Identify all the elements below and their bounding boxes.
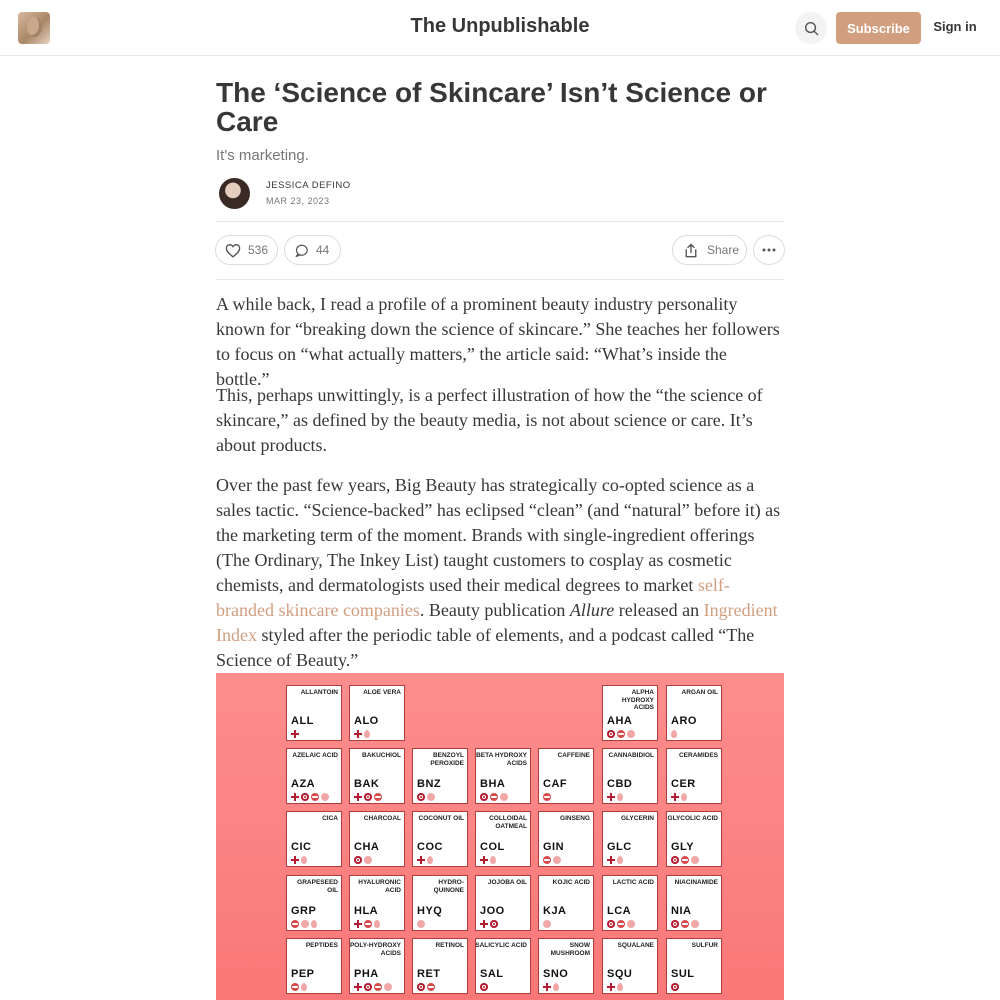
lips-icon [291, 920, 299, 928]
element-symbol: GIN [543, 841, 565, 853]
element-symbol: CER [671, 778, 696, 790]
element-icons [291, 792, 329, 801]
element-symbol: COC [417, 841, 443, 853]
target-icon [301, 793, 309, 801]
plus-icon [607, 793, 615, 801]
element-symbol: RET [417, 968, 441, 980]
element-icons [291, 729, 299, 738]
comment-icon [294, 243, 309, 258]
drop-icon [311, 920, 317, 928]
element-name: JOJOBA OIL [487, 879, 527, 886]
element-icons [480, 855, 496, 864]
text-span: Over the past few years, Big Beauty has strategically co-opted science as a sales tactic. “Science-backed” has eclipsed “clean” (and “natural” before it) as the marketing term of the moment. Brands with single-ingredient offerings (The Ordinary, The Inkey List) taught customers to cosplay as cosmetic chemists, and dermatologists used their medical degrees to market [216, 475, 781, 595]
target-icon [354, 856, 362, 864]
element-cell-caf [538, 748, 594, 804]
like-count: 536 [248, 243, 269, 257]
element-icons [671, 729, 677, 738]
element-icons [607, 792, 623, 801]
element-cell-aha [602, 685, 658, 741]
plus-icon [607, 983, 615, 991]
element-icons [543, 919, 551, 928]
element-cell-cbd [602, 748, 658, 804]
element-symbol: LCA [607, 905, 632, 917]
plus-icon [291, 856, 299, 864]
lips-icon [291, 983, 299, 991]
comment-button[interactable] [284, 235, 341, 265]
element-symbol: SNO [543, 968, 569, 980]
element-name: GRAPESEED OIL [297, 879, 338, 894]
element-name: BAKUCHIOL [362, 752, 401, 759]
target-icon [490, 920, 498, 928]
element-icons [607, 919, 635, 928]
element-name: POLY-HYDROXY ACIDS [349, 942, 401, 957]
lips-icon [427, 983, 435, 991]
element-symbol: KJA [543, 905, 567, 917]
element-icons [417, 855, 433, 864]
element-symbol: AHA [607, 715, 633, 727]
element-icons [671, 982, 679, 991]
text-span: styled after the periodic table of elements, and a podcast called “The Science of Beauty.” [216, 625, 755, 670]
element-symbol: SUL [671, 968, 695, 980]
element-cell-hyq [412, 875, 468, 931]
element-cell-bnz [412, 748, 468, 804]
element-name: AZELAIC ACID [292, 752, 338, 759]
element-symbol: CAF [543, 778, 568, 790]
element-name: ARGAN OIL [681, 689, 718, 696]
element-cell-alo [349, 685, 405, 741]
element-cell-bak [349, 748, 405, 804]
element-cell-cha [349, 811, 405, 867]
body-paragraph: This, perhaps unwittingly, is a perfect illustration of how the “the science of skincare,” as defined by the beauty media, is not about science or care. It’s about products. [216, 385, 763, 455]
element-symbol: CIC [291, 841, 312, 853]
element-symbol: JOO [480, 905, 505, 917]
element-icons [543, 792, 551, 801]
more-options-button[interactable] [753, 235, 785, 265]
subscribe-button[interactable]: Subscribe [836, 12, 921, 44]
element-icons [354, 919, 380, 928]
element-cell-nia [666, 875, 722, 931]
text-span: . Beauty publication [419, 600, 570, 620]
element-icons [671, 792, 687, 801]
element-icons [354, 855, 372, 864]
drop-icon [364, 730, 370, 738]
more-icon [762, 248, 776, 252]
element-symbol: PEP [291, 968, 315, 980]
plus-icon [291, 730, 299, 738]
element-symbol: SAL [480, 968, 504, 980]
target-icon [417, 793, 425, 801]
lips-icon [490, 793, 498, 801]
link-self-branded-skincare[interactable]: self-branded skincare companies [216, 575, 730, 620]
dot-icon [301, 920, 309, 928]
element-symbol: BAK [354, 778, 380, 790]
link-ingredient-index[interactable]: Ingredient Index [216, 600, 778, 645]
sign-in-link[interactable]: Sign in [933, 19, 977, 34]
target-icon [480, 793, 488, 801]
element-name: COLLOIDAL OATMEAL [489, 815, 527, 830]
target-icon [607, 920, 615, 928]
element-symbol: ALL [291, 715, 314, 727]
element-symbol: NIA [671, 905, 692, 917]
element-symbol: CHA [354, 841, 380, 853]
search-button[interactable] [795, 12, 827, 44]
dot-icon [627, 920, 635, 928]
element-name: ALLANTOIN [300, 689, 338, 696]
element-symbol: PHA [354, 968, 379, 980]
element-symbol: BNZ [417, 778, 442, 790]
search-icon [804, 21, 819, 36]
dot-icon [417, 920, 425, 928]
element-name: ALOE VERA [363, 689, 401, 696]
target-icon [417, 983, 425, 991]
element-icons [291, 855, 307, 864]
element-icons [354, 729, 370, 738]
drop-icon [617, 983, 623, 991]
plus-icon [354, 730, 362, 738]
element-name: HYALURONIC ACID [358, 879, 401, 894]
element-icons [291, 919, 317, 928]
element-cell-pep [286, 938, 342, 994]
element-name: GLYCERIN [621, 815, 654, 822]
dot-icon [364, 856, 372, 864]
element-name: COCONUT OIL [418, 815, 464, 822]
element-icons [480, 792, 508, 801]
element-icons [671, 855, 699, 864]
element-name: HYDRO-QUINONE [433, 879, 464, 894]
plus-icon [543, 983, 551, 991]
element-cell-grp [286, 875, 342, 931]
element-name: SQUALANE [617, 942, 654, 949]
element-symbol: BHA [480, 778, 506, 790]
element-name: BETA HYDROXY ACIDS [476, 752, 527, 767]
dot-icon [691, 856, 699, 864]
element-symbol: COL [480, 841, 505, 853]
element-icons [291, 982, 307, 991]
element-name: GLYCOLIC ACID [667, 815, 718, 822]
element-icons [417, 792, 435, 801]
element-symbol: GRP [291, 905, 317, 917]
element-cell-cer [666, 748, 722, 804]
plus-icon [354, 920, 362, 928]
element-symbol: ARO [671, 715, 697, 727]
element-name: CERAMIDES [678, 752, 718, 759]
element-icons [543, 855, 561, 864]
element-name: SULFUR [691, 942, 718, 949]
target-icon [364, 793, 372, 801]
drop-icon [374, 920, 380, 928]
lips-icon [364, 920, 372, 928]
element-icons [354, 792, 382, 801]
element-name: SALICYLIC ACID [475, 942, 527, 949]
element-symbol: CBD [607, 778, 633, 790]
post-title: The ‘Science of Skincare’ Isn’t Science or Care [216, 77, 767, 137]
element-name: CANNABIDIOL [608, 752, 654, 759]
dot-icon [553, 856, 561, 864]
element-cell-lca [602, 875, 658, 931]
publication-name: Allure [569, 600, 615, 620]
element-name: CAFFEINE [557, 752, 590, 759]
drop-icon [490, 856, 496, 864]
plus-icon [671, 793, 679, 801]
element-cell-aza [286, 748, 342, 804]
divider [216, 221, 784, 222]
element-name: PEPTIDES [305, 942, 338, 949]
comment-count: 44 [316, 243, 330, 257]
lips-icon [543, 856, 551, 864]
element-icons [417, 982, 435, 991]
element-symbol: SQU [607, 968, 633, 980]
element-icons [543, 982, 559, 991]
element-icons [480, 919, 498, 928]
dot-icon [427, 793, 435, 801]
share-icon [684, 243, 698, 258]
lips-icon [374, 793, 382, 801]
dot-icon [627, 730, 635, 738]
drop-icon [553, 983, 559, 991]
element-cell-cic [286, 811, 342, 867]
element-cell-sul [666, 938, 722, 994]
lips-icon [311, 793, 319, 801]
element-cell-kja [538, 875, 594, 931]
element-cell-pha [349, 938, 405, 994]
element-name: SNOW MUSHROOM [550, 942, 590, 957]
element-cell-squ [602, 938, 658, 994]
element-name: LACTIC ACID [612, 879, 654, 886]
lips-icon [374, 983, 382, 991]
element-icons [417, 919, 425, 928]
lips-icon [681, 856, 689, 864]
plus-icon [417, 856, 425, 864]
author-name[interactable]: JESSICA DEFINO [266, 180, 351, 191]
element-icons [607, 982, 623, 991]
dot-icon [500, 793, 508, 801]
element-symbol: GLY [671, 841, 695, 853]
element-name: BENZOYL PEROXIDE [430, 752, 464, 767]
share-button[interactable] [672, 235, 747, 265]
top-nav [0, 0, 1000, 56]
element-cell-all [286, 685, 342, 741]
element-icons [480, 982, 488, 991]
drop-icon [301, 856, 307, 864]
element-name: KOJIC ACID [552, 879, 590, 886]
like-button[interactable] [215, 235, 278, 265]
plus-icon [354, 983, 362, 991]
lips-icon [617, 730, 625, 738]
heart-icon [225, 243, 241, 258]
body-paragraph: A while back, I read a profile of a prominent beauty industry personality known for “breaking down the science of skincare.” She teaches her followers to focus on “what actually matters,” the article said: “What’s inside the bottle.” [216, 294, 780, 389]
element-cell-ret [412, 938, 468, 994]
element-icons [354, 982, 392, 991]
element-symbol: ALO [354, 715, 379, 727]
author-avatar[interactable] [219, 178, 250, 209]
drop-icon [617, 856, 623, 864]
post-date: MAR 23, 2023 [266, 196, 330, 206]
element-symbol: AZA [291, 778, 316, 790]
dot-icon [691, 920, 699, 928]
drop-icon [301, 983, 307, 991]
element-icons [607, 729, 635, 738]
plus-icon [480, 856, 488, 864]
plus-icon [291, 793, 299, 801]
drop-icon [427, 856, 433, 864]
element-name: GINSENG [560, 815, 590, 822]
element-cell-bha [475, 748, 531, 804]
element-cell-aro [666, 685, 722, 741]
element-cell-joo [475, 875, 531, 931]
element-cell-hla [349, 875, 405, 931]
target-icon [364, 983, 372, 991]
post-subtitle: It's marketing. [216, 147, 309, 164]
dot-icon [384, 983, 392, 991]
element-cell-sal [475, 938, 531, 994]
element-symbol: HLA [354, 905, 379, 917]
text-span: released an [614, 600, 704, 620]
dot-icon [543, 920, 551, 928]
site-title[interactable]: The Unpublishable [410, 15, 590, 37]
target-icon [671, 983, 679, 991]
element-symbol: HYQ [417, 905, 443, 917]
target-icon [671, 920, 679, 928]
plus-icon [354, 793, 362, 801]
element-cell-sno [538, 938, 594, 994]
dot-icon [321, 793, 329, 801]
plus-icon [607, 856, 615, 864]
plus-icon [480, 920, 488, 928]
element-cell-coc [412, 811, 468, 867]
share-label: Share [707, 243, 740, 257]
lips-icon [617, 920, 625, 928]
element-name: ALPHA HYDROXY ACIDS [621, 689, 654, 711]
element-name: NIACINAMIDE [674, 879, 718, 886]
element-name: CHARCOAL [363, 815, 401, 822]
body-paragraph [216, 473, 784, 673]
element-symbol: GLC [607, 841, 632, 853]
target-icon [480, 983, 488, 991]
target-icon [671, 856, 679, 864]
ingredient-periodic-table-image[interactable] [216, 673, 784, 1000]
element-icons [607, 855, 623, 864]
lips-icon [543, 793, 551, 801]
element-icons [671, 919, 699, 928]
element-cell-gin [538, 811, 594, 867]
element-cell-col [475, 811, 531, 867]
element-cell-glc [602, 811, 658, 867]
divider [216, 279, 784, 280]
drop-icon [681, 793, 687, 801]
element-cell-gly [666, 811, 722, 867]
target-icon [607, 730, 615, 738]
lips-icon [681, 920, 689, 928]
element-name: RETINOL [435, 942, 464, 949]
drop-icon [617, 793, 623, 801]
drop-icon [671, 730, 677, 738]
element-name: CICA [322, 815, 338, 822]
